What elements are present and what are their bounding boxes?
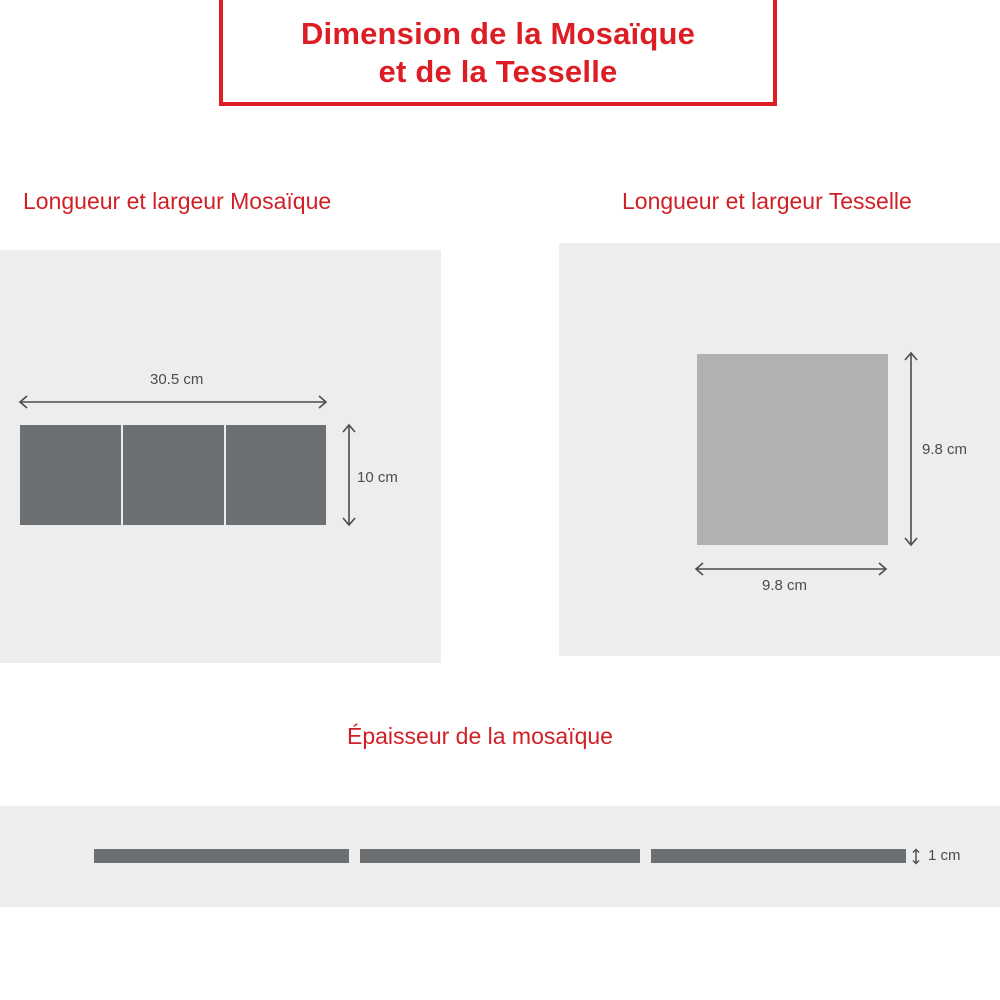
tessera-heading: Longueur et largeur Tesselle xyxy=(622,188,912,214)
title-box xyxy=(219,0,777,106)
mosaic-height-label: 10 cm xyxy=(357,469,398,486)
thickness-label: 1 cm xyxy=(928,847,961,864)
mosaic-height-arrow xyxy=(341,423,357,527)
mosaic-tile-2 xyxy=(123,425,224,525)
mosaic-tile-1 xyxy=(20,425,121,525)
thickness-tile-2 xyxy=(360,849,640,863)
mosaic-width-arrow xyxy=(18,394,328,410)
title-line-1: Dimension de la Mosaïque xyxy=(300,16,696,51)
tessera-height-label: 9.8 cm xyxy=(922,441,968,458)
tessera-height-arrow xyxy=(903,351,919,547)
thickness-tile-1 xyxy=(94,849,349,863)
title-line-2: et de la Tesselle xyxy=(378,54,618,89)
tessera-tile xyxy=(697,354,888,545)
mosaic-tile-3 xyxy=(226,425,326,525)
thickness-heading: Épaisseur de la mosaïque xyxy=(347,723,613,749)
mosaic-heading: Longueur et largeur Mosaïque xyxy=(23,188,332,214)
mosaic-width-label: 30.5 cm xyxy=(150,371,204,388)
tessera-width-label: 9.8 cm xyxy=(762,577,808,594)
thickness-tile-3 xyxy=(651,849,906,863)
tessera-width-arrow xyxy=(694,561,888,577)
thickness-arrow xyxy=(911,848,921,865)
